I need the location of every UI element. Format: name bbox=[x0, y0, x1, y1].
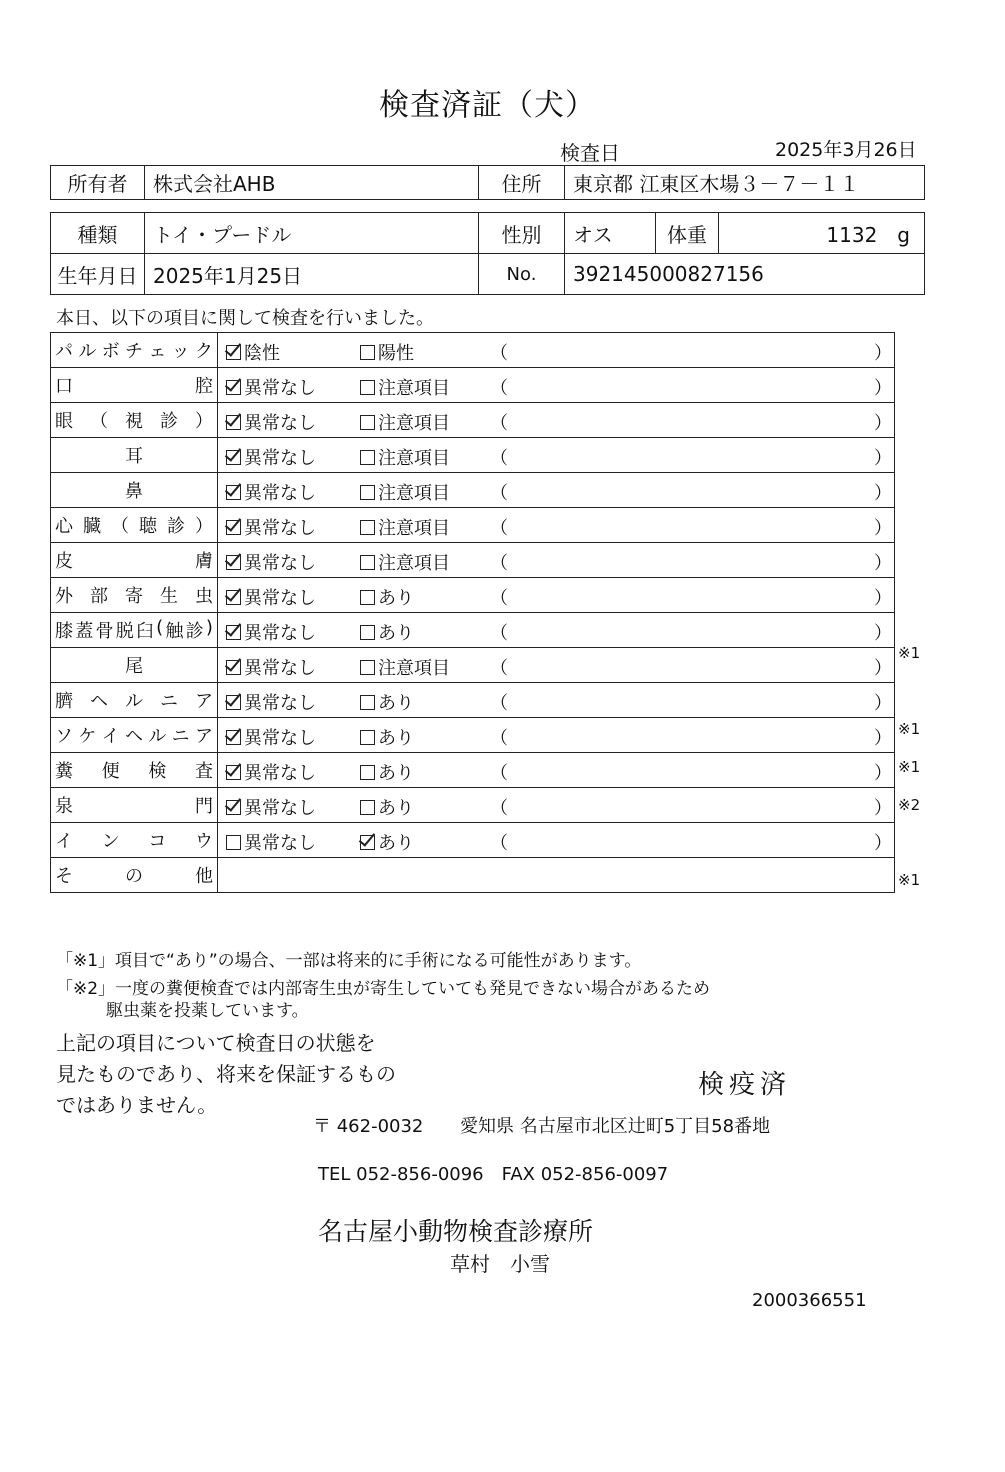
exam-item-char: ケ bbox=[78, 726, 97, 747]
exam-item-char: 検 bbox=[148, 761, 167, 782]
exam-option-label: あり bbox=[378, 693, 414, 714]
exam-option-2[interactable] bbox=[360, 514, 450, 540]
remark-paren-close: ） bbox=[874, 518, 892, 539]
checkbox-icon[interactable] bbox=[360, 660, 375, 675]
checked-checkbox-icon[interactable] bbox=[226, 485, 241, 500]
checked-checkbox-icon[interactable] bbox=[226, 625, 241, 640]
exam-item-char: 虫 bbox=[195, 586, 213, 607]
exam-result bbox=[218, 683, 895, 718]
exam-row bbox=[51, 823, 895, 858]
exam-item-text bbox=[51, 722, 217, 748]
checked-checkbox-icon[interactable] bbox=[226, 730, 241, 745]
exam-option-label: あり bbox=[378, 798, 414, 819]
exam-row bbox=[51, 473, 895, 508]
exam-item-char: 尾 bbox=[125, 656, 143, 677]
remark-paren-close: ） bbox=[874, 553, 892, 574]
exam-option-label: 注意項目 bbox=[378, 518, 450, 539]
owner-value: 株式会社AHB bbox=[145, 166, 479, 200]
exam-result bbox=[218, 718, 895, 753]
exam-item-char: 膚 bbox=[195, 551, 213, 572]
checked-checkbox-icon[interactable] bbox=[226, 345, 241, 360]
remark-paren-open: （ bbox=[490, 343, 508, 364]
exam-row bbox=[51, 403, 895, 438]
weight-value: 1132 g bbox=[719, 213, 925, 254]
exam-item-char: コ bbox=[148, 831, 167, 852]
postal-code: 〒 462-0032 bbox=[313, 1116, 424, 1137]
exam-item-char: 鼻 bbox=[125, 481, 143, 502]
exam-item-label bbox=[51, 508, 218, 543]
exam-option-1[interactable] bbox=[226, 479, 316, 505]
note-2-line-1: 「※2」一度の糞便検査では内部寄生虫が寄生していても発見できない場合があるため bbox=[56, 979, 711, 999]
exam-item-char: 診 bbox=[167, 516, 185, 537]
exam-item-char: ボ bbox=[101, 341, 120, 362]
exam-item-char: ル bbox=[125, 691, 143, 712]
remark-paren-open: （ bbox=[490, 693, 508, 714]
exam-item-label bbox=[51, 683, 218, 718]
exam-item-text bbox=[51, 792, 217, 818]
page-title: 検査済証（犬） bbox=[379, 88, 596, 123]
exam-item-char: 便 bbox=[101, 761, 120, 782]
note-1: 「※1」項目で“あり”の場合、一部は将来的に手術になる可能性があります。 bbox=[56, 951, 642, 971]
exam-option-2[interactable] bbox=[360, 479, 450, 505]
exam-item-char: 腔 bbox=[195, 376, 213, 397]
exam-item-text bbox=[51, 652, 217, 678]
exam-option-label: 異常なし bbox=[244, 448, 316, 469]
remark-paren-open: （ bbox=[490, 518, 508, 539]
checked-checkbox-icon[interactable] bbox=[226, 800, 241, 815]
remark-paren-open: （ bbox=[490, 833, 508, 854]
checked-checkbox-icon[interactable] bbox=[226, 415, 241, 430]
exam-item-label bbox=[51, 788, 218, 823]
exam-item-char: そ bbox=[55, 866, 73, 887]
exam-item-label bbox=[51, 753, 218, 788]
exam-result bbox=[218, 613, 895, 648]
exam-item-char: ） bbox=[195, 411, 213, 432]
exam-option-label: あり bbox=[378, 588, 414, 609]
exam-item-text bbox=[51, 442, 217, 468]
checkbox-icon[interactable] bbox=[360, 555, 375, 570]
exam-option-label: 注意項目 bbox=[378, 413, 450, 434]
tel-fax: TEL 052-856-0096 FAX 052-856-0097 bbox=[318, 1164, 669, 1185]
exam-item-text bbox=[51, 827, 217, 853]
checkbox-icon[interactable] bbox=[360, 415, 375, 430]
remark-paren-close: ） bbox=[874, 378, 892, 399]
exam-item-char: 査 bbox=[194, 761, 213, 782]
exam-option-2[interactable] bbox=[360, 339, 414, 365]
exam-item-label bbox=[51, 403, 218, 438]
intro-text: 本日、以下の項目に関して検査を行いました。 bbox=[56, 308, 434, 329]
exam-item-text bbox=[51, 582, 217, 608]
exam-row bbox=[51, 333, 895, 368]
exam-option-1[interactable] bbox=[226, 689, 316, 715]
exam-item-char: 心 bbox=[55, 516, 73, 537]
serial-number: 2000366551 bbox=[752, 1290, 867, 1311]
exam-item-char: 部 bbox=[90, 586, 108, 607]
remark-paren-open: （ bbox=[490, 588, 508, 609]
checked-checkbox-icon[interactable] bbox=[226, 660, 241, 675]
exam-row bbox=[51, 788, 895, 823]
remark-paren-close: ） bbox=[874, 483, 892, 504]
exam-item-label bbox=[51, 333, 218, 368]
exam-result bbox=[218, 403, 895, 438]
checkbox-icon[interactable] bbox=[360, 450, 375, 465]
exam-option-1[interactable] bbox=[226, 794, 316, 820]
exam-option-label: 異常なし bbox=[244, 728, 316, 749]
exam-option-label: あり bbox=[378, 763, 414, 784]
remark-paren-open: （ bbox=[490, 798, 508, 819]
note-reference-mark: ※1 bbox=[898, 871, 921, 890]
remark-paren-open: （ bbox=[490, 728, 508, 749]
exam-option-label: 注意項目 bbox=[378, 483, 450, 504]
dob-label: 生年月日 bbox=[51, 254, 145, 295]
remark-paren-close: ） bbox=[874, 728, 892, 749]
exam-option-2[interactable] bbox=[360, 654, 450, 680]
exam-option-1[interactable] bbox=[226, 549, 316, 575]
disclaimer-line-2: 見たものであり、将来を保証するもの bbox=[56, 1062, 396, 1086]
exam-option-2[interactable] bbox=[360, 724, 414, 750]
checkbox-icon[interactable] bbox=[360, 695, 375, 710]
exam-row-other bbox=[51, 858, 895, 893]
checked-checkbox-icon[interactable] bbox=[226, 450, 241, 465]
exam-item-label bbox=[51, 648, 218, 683]
remark-paren-close: ） bbox=[874, 798, 892, 819]
exam-item-char: 他 bbox=[195, 866, 213, 887]
exam-item-char: ア bbox=[194, 726, 213, 747]
exam-option-1[interactable] bbox=[226, 339, 280, 365]
exam-option-label: 異常なし bbox=[244, 658, 316, 679]
exam-row bbox=[51, 543, 895, 578]
exam-item-char: 診 bbox=[185, 621, 204, 642]
exam-option-1[interactable] bbox=[226, 829, 316, 855]
exam-result bbox=[218, 578, 895, 613]
exam-item-char: 外 bbox=[55, 586, 73, 607]
exam-option-1[interactable] bbox=[226, 374, 316, 400]
remark-paren-close: ） bbox=[874, 343, 892, 364]
exam-result bbox=[218, 333, 895, 368]
checked-checkbox-icon[interactable] bbox=[226, 380, 241, 395]
checkbox-icon[interactable] bbox=[360, 625, 375, 640]
exam-result bbox=[218, 473, 895, 508]
exam-option-2[interactable] bbox=[360, 444, 450, 470]
checked-checkbox-icon[interactable] bbox=[226, 695, 241, 710]
remark-paren-close: ） bbox=[874, 833, 892, 854]
exam-item-char: の bbox=[125, 866, 143, 887]
exam-item-char: （ bbox=[111, 516, 129, 537]
address-label: 住所 bbox=[479, 166, 565, 200]
exam-item-char: ル bbox=[78, 341, 97, 362]
exam-option-2[interactable] bbox=[360, 619, 414, 645]
checkbox-icon[interactable] bbox=[360, 590, 375, 605]
breed-label: 種類 bbox=[51, 213, 145, 254]
exam-item-char: 臓 bbox=[83, 516, 101, 537]
exam-item-text bbox=[51, 512, 217, 538]
exam-item-text bbox=[51, 337, 217, 363]
address-value: 東京都 江東区木場３－７－１１ bbox=[565, 166, 925, 200]
exam-item-label bbox=[51, 438, 218, 473]
inspection-date-label: 検査日 bbox=[560, 141, 620, 165]
exam-option-label: 注意項目 bbox=[378, 658, 450, 679]
remark-paren-open: （ bbox=[490, 658, 508, 679]
exam-item-char: 門 bbox=[195, 796, 213, 817]
exam-option-label: 注意項目 bbox=[378, 378, 450, 399]
remark-paren-close: ） bbox=[874, 693, 892, 714]
exam-option-label: 異常なし bbox=[244, 798, 316, 819]
note-reference-mark: ※1 bbox=[898, 644, 921, 663]
checkbox-icon[interactable] bbox=[360, 485, 375, 500]
checked-checkbox-icon[interactable] bbox=[226, 520, 241, 535]
exam-option-label: 異常なし bbox=[244, 378, 316, 399]
exam-item-char: 眼 bbox=[55, 411, 73, 432]
exam-item-char: ウ bbox=[194, 831, 213, 852]
exam-item-text bbox=[51, 407, 217, 433]
exam-option-1[interactable] bbox=[226, 514, 316, 540]
exam-option-label: あり bbox=[378, 728, 414, 749]
remark-paren-open: （ bbox=[490, 413, 508, 434]
inspection-date: 2025年3月26日 bbox=[775, 139, 917, 161]
quarantine-stamp: 検疫済 bbox=[698, 1070, 792, 1100]
exam-option-label: あり bbox=[378, 833, 414, 854]
remark-paren-open: （ bbox=[490, 623, 508, 644]
other-label-text bbox=[51, 862, 217, 888]
exam-item-char: 視 bbox=[125, 411, 143, 432]
exam-item-char: 臍 bbox=[55, 691, 73, 712]
exam-row bbox=[51, 753, 895, 788]
exam-option-label: 異常なし bbox=[244, 693, 316, 714]
checkbox-icon[interactable] bbox=[360, 800, 375, 815]
exam-item-char: ) bbox=[205, 617, 213, 638]
weight-label: 体重 bbox=[656, 213, 719, 254]
checkbox-icon[interactable] bbox=[360, 520, 375, 535]
exam-item-char: ヘ bbox=[90, 691, 108, 712]
remark-paren-open: （ bbox=[490, 378, 508, 399]
checkbox-icon[interactable] bbox=[226, 835, 241, 850]
checked-checkbox-icon[interactable] bbox=[226, 765, 241, 780]
exam-item-char: ン bbox=[101, 831, 120, 852]
no-value: 392145000827156 bbox=[565, 254, 925, 295]
exam-item-char: ェ bbox=[148, 341, 167, 362]
doctor-name: 草村 小雪 bbox=[450, 1252, 550, 1276]
remark-paren-close: ） bbox=[874, 658, 892, 679]
checked-checkbox-icon[interactable] bbox=[360, 835, 375, 850]
exam-option-label: 異常なし bbox=[244, 483, 316, 504]
exam-option-1[interactable] bbox=[226, 759, 316, 785]
checked-checkbox-icon[interactable] bbox=[226, 590, 241, 605]
exam-item-char: ソ bbox=[55, 726, 73, 747]
exam-row bbox=[51, 368, 895, 403]
exam-item-label bbox=[51, 823, 218, 858]
exam-item-char: イ bbox=[55, 831, 73, 852]
exam-result bbox=[218, 823, 895, 858]
exam-option-1[interactable] bbox=[226, 444, 316, 470]
exam-item-label bbox=[51, 473, 218, 508]
exam-result bbox=[218, 508, 895, 543]
exam-item-char: ニ bbox=[171, 726, 190, 747]
checkbox-icon[interactable] bbox=[360, 765, 375, 780]
exam-result bbox=[218, 753, 895, 788]
exam-row bbox=[51, 438, 895, 473]
exam-option-label: 異常なし bbox=[244, 623, 316, 644]
exam-item-char: イ bbox=[101, 726, 120, 747]
checked-checkbox-icon[interactable] bbox=[226, 555, 241, 570]
exam-table bbox=[50, 332, 895, 893]
exam-item-char: 皮 bbox=[55, 551, 73, 572]
exam-option-label: あり bbox=[378, 623, 414, 644]
exam-row bbox=[51, 578, 895, 613]
clinic-name: 名古屋小動物検査診療所 bbox=[318, 1217, 594, 1246]
exam-row bbox=[51, 613, 895, 648]
sex-label: 性別 bbox=[479, 213, 565, 254]
exam-option-label: 異常なし bbox=[244, 588, 316, 609]
exam-row bbox=[51, 718, 895, 753]
exam-item-char: ニ bbox=[160, 691, 178, 712]
remark-paren-open: （ bbox=[490, 763, 508, 784]
exam-option-2[interactable] bbox=[360, 759, 414, 785]
exam-item-char: （ bbox=[90, 411, 108, 432]
remark-paren-close: ） bbox=[874, 448, 892, 469]
dob-value: 2025年1月25日 bbox=[145, 254, 479, 295]
exam-item-label bbox=[51, 368, 218, 403]
disclaimer-line-3: ではありません。 bbox=[56, 1093, 218, 1117]
remark-paren-open: （ bbox=[490, 483, 508, 504]
exam-item-char: ル bbox=[148, 726, 167, 747]
exam-row bbox=[51, 683, 895, 718]
exam-option-2[interactable] bbox=[360, 794, 414, 820]
exam-item-text bbox=[51, 477, 217, 503]
exam-item-char: ( bbox=[156, 617, 164, 638]
owner-table bbox=[50, 165, 925, 200]
exam-item-char: 生 bbox=[160, 586, 178, 607]
checkbox-icon[interactable] bbox=[360, 730, 375, 745]
exam-option-label: 注意項目 bbox=[378, 448, 450, 469]
exam-item-text bbox=[51, 617, 217, 643]
exam-result bbox=[218, 368, 895, 403]
remark-paren-close: ） bbox=[874, 763, 892, 784]
exam-item-char: 膝 bbox=[55, 621, 73, 642]
owner-label: 所有者 bbox=[51, 166, 145, 200]
exam-item-label bbox=[51, 718, 218, 753]
remark-paren-open: （ bbox=[490, 448, 508, 469]
no-label: No. bbox=[479, 254, 565, 295]
exam-row bbox=[51, 648, 895, 683]
exam-item-char: ア bbox=[195, 691, 213, 712]
exam-option-label: 異常なし bbox=[244, 518, 316, 539]
exam-item-label bbox=[51, 578, 218, 613]
checkbox-icon[interactable] bbox=[360, 380, 375, 395]
exam-option-label: 異常なし bbox=[244, 553, 316, 574]
other-label bbox=[51, 858, 218, 893]
note-reference-mark: ※1 bbox=[898, 720, 921, 738]
exam-item-char: 脱 bbox=[115, 621, 134, 642]
exam-option-label: 異常なし bbox=[244, 833, 316, 854]
exam-item-char: ） bbox=[195, 516, 213, 537]
exam-item-label bbox=[51, 613, 218, 648]
exam-row bbox=[51, 508, 895, 543]
exam-option-1[interactable] bbox=[226, 409, 316, 435]
note-2-line-2: 駆虫薬を投薬しています。 bbox=[106, 1001, 309, 1021]
exam-option-label: 陽性 bbox=[378, 343, 414, 364]
exam-item-char: ク bbox=[194, 341, 213, 362]
note-reference-mark: ※1 bbox=[898, 757, 921, 776]
remark-paren-close: ） bbox=[874, 413, 892, 434]
exam-item-char: 臼 bbox=[135, 621, 154, 642]
exam-option-label: 異常なし bbox=[244, 763, 316, 784]
dog-info-table bbox=[50, 212, 925, 295]
other-remarks-field[interactable] bbox=[218, 858, 895, 893]
exam-option-2[interactable] bbox=[360, 409, 450, 435]
exam-item-char: 口 bbox=[55, 376, 73, 397]
exam-item-label bbox=[51, 543, 218, 578]
exam-option-1[interactable] bbox=[226, 619, 316, 645]
exam-item-text bbox=[51, 687, 217, 713]
exam-result bbox=[218, 648, 895, 683]
exam-option-2[interactable] bbox=[360, 829, 414, 855]
note-reference-mark: ※2 bbox=[898, 795, 921, 814]
exam-option-label: 異常なし bbox=[244, 413, 316, 434]
exam-option-1[interactable] bbox=[226, 654, 316, 680]
disclaimer bbox=[56, 1028, 436, 1121]
exam-option-label: 陰性 bbox=[244, 343, 280, 364]
breed-value: トイ・プードル bbox=[145, 213, 479, 254]
sex-value: オス bbox=[565, 213, 656, 254]
exam-item-text bbox=[51, 547, 217, 573]
exam-option-2[interactable] bbox=[360, 374, 450, 400]
remark-paren-open: （ bbox=[490, 553, 508, 574]
exam-item-char: 糞 bbox=[55, 761, 73, 782]
exam-option-2[interactable] bbox=[360, 549, 450, 575]
clinic-address: 愛知県 名古屋市北区辻町5丁目58番地 bbox=[460, 1116, 771, 1137]
checkbox-icon[interactable] bbox=[360, 345, 375, 360]
exam-result bbox=[218, 438, 895, 473]
disclaimer-line-1: 上記の項目について検査日の状態を bbox=[56, 1031, 376, 1055]
exam-option-2[interactable] bbox=[360, 584, 414, 610]
exam-item-char: 泉 bbox=[55, 796, 73, 817]
exam-option-1[interactable] bbox=[226, 724, 316, 750]
remark-paren-close: ） bbox=[874, 588, 892, 609]
exam-item-char: ヘ bbox=[124, 726, 143, 747]
exam-item-char: 診 bbox=[160, 411, 178, 432]
exam-item-char: 蓋 bbox=[75, 621, 94, 642]
exam-result bbox=[218, 543, 895, 578]
exam-item-text bbox=[51, 372, 217, 398]
exam-item-char: チ bbox=[124, 341, 143, 362]
exam-item-char: 寄 bbox=[125, 586, 143, 607]
exam-item-char: 骨 bbox=[95, 621, 114, 642]
exam-item-text bbox=[51, 757, 217, 783]
exam-item-char: 触 bbox=[165, 621, 184, 642]
exam-item-char: 耳 bbox=[125, 446, 143, 467]
exam-option-2[interactable] bbox=[360, 689, 414, 715]
exam-option-label: 注意項目 bbox=[378, 553, 450, 574]
exam-result bbox=[218, 788, 895, 823]
exam-item-char: パ bbox=[55, 341, 73, 362]
exam-item-char: 聴 bbox=[139, 516, 157, 537]
exam-item-char: ッ bbox=[171, 341, 190, 362]
exam-option-1[interactable] bbox=[226, 584, 316, 610]
remark-paren-close: ） bbox=[874, 623, 892, 644]
